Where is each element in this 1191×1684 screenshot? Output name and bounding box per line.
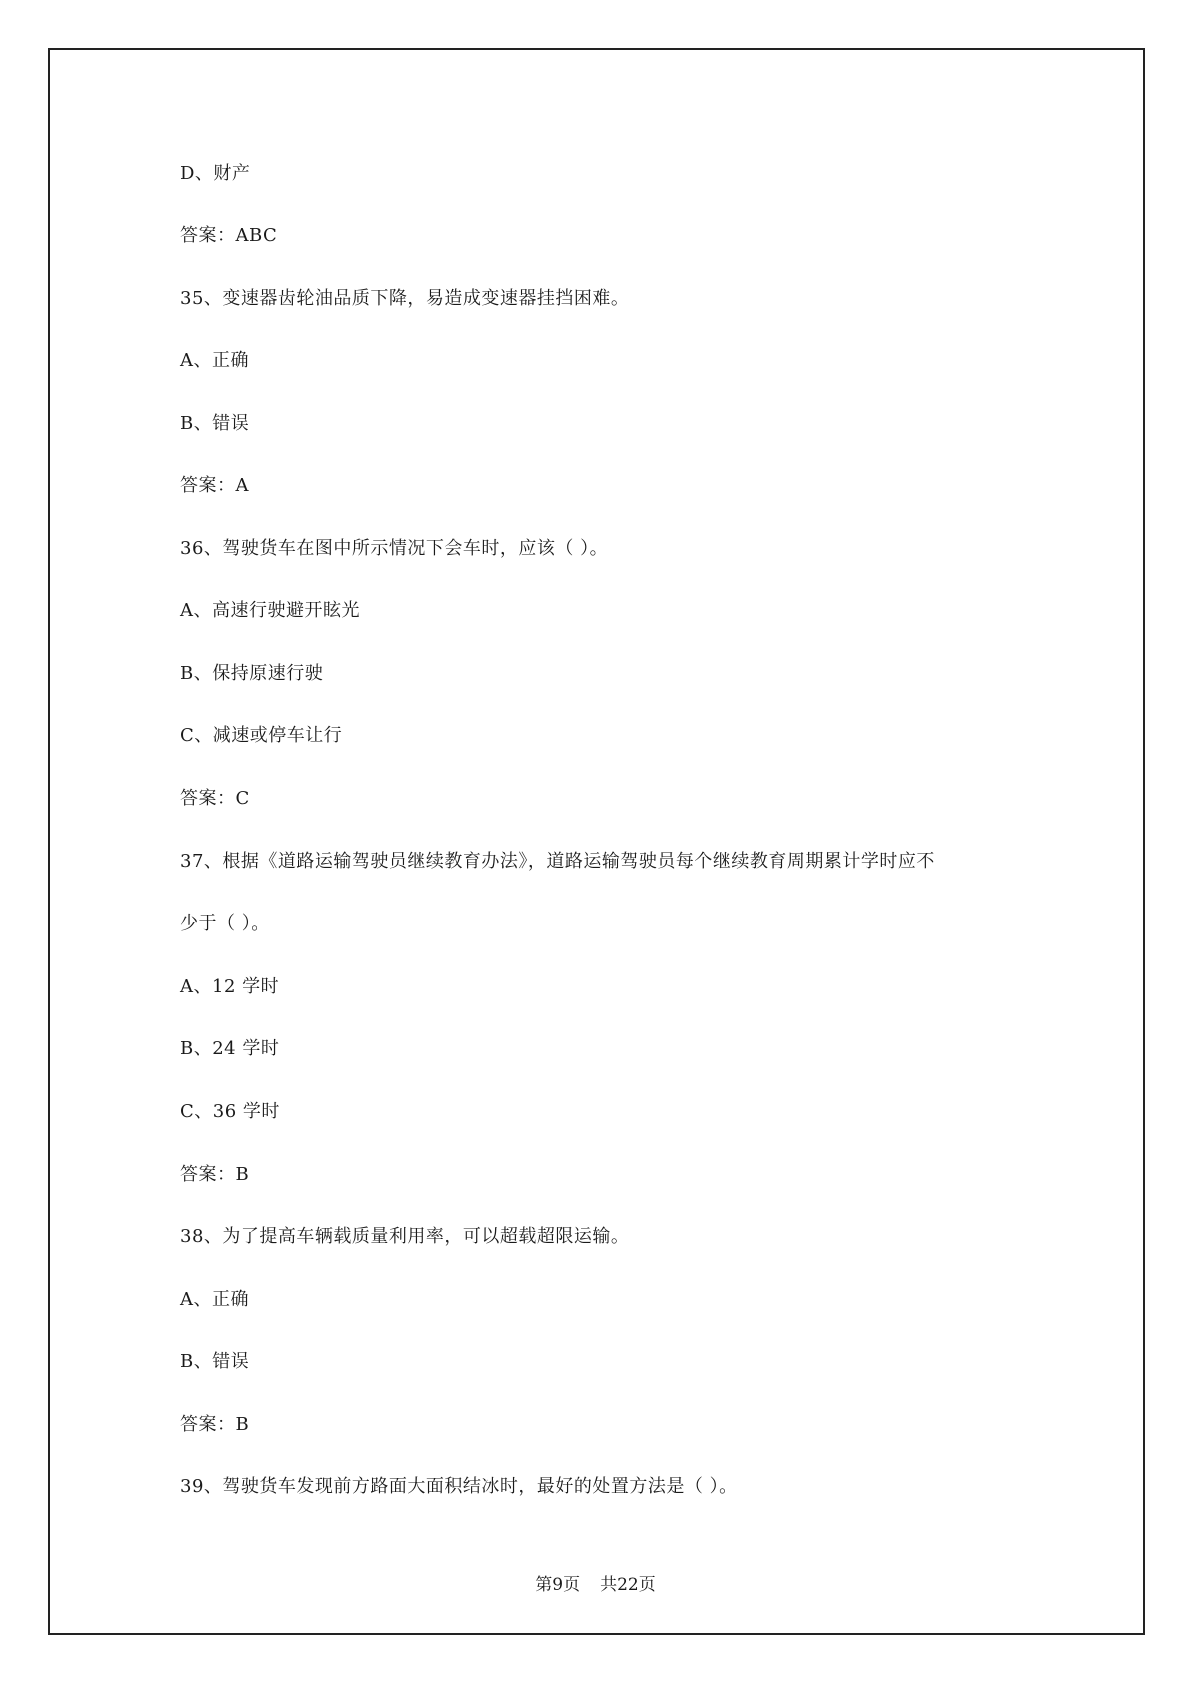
option-c-q36: C、减速或停车让行 [180, 725, 343, 746]
page-footer [0, 1574, 1191, 1596]
question-37-continued: 少于（ ）。 [180, 913, 270, 934]
answer-q34: 答案：ABC [180, 225, 278, 246]
option-a-q37: A、12 学时 [180, 976, 280, 997]
question-36: 36、驾驶货车在图中所示情况下会车时，应该（ ）。 [180, 538, 609, 559]
option-a-q36: A、高速行驶避开眩光 [180, 600, 360, 621]
option-a-q35: A、正确 [180, 350, 249, 371]
option-b-q38: B、错误 [180, 1351, 250, 1372]
question-35: 35、变速器齿轮油品质下降，易造成变速器挂挡困难。 [180, 288, 630, 309]
answer-q35: 答案：A [180, 475, 249, 496]
option-c-q37: C、36 学时 [180, 1101, 280, 1122]
option-a-q38: A、正确 [180, 1289, 249, 1310]
option-b-q37: B、24 学时 [180, 1038, 280, 1059]
total-pages: 共22页 [600, 1575, 656, 1595]
page-number: 第9页 [535, 1575, 581, 1595]
option-b-q35: B、错误 [180, 413, 250, 434]
answer-q37: 答案：B [180, 1164, 250, 1185]
question-37: 37、根据《道路运输驾驶员继续教育办法》，道路运输驾驶员每个继续教育周期累计学时应不 [180, 851, 935, 872]
answer-q38: 答案：B [180, 1414, 250, 1435]
question-39: 39、驾驶货车发现前方路面大面积结冰时，最好的处置方法是（ ）。 [180, 1476, 738, 1497]
question-38: 38、为了提高车辆载质量利用率，可以超载超限运输。 [180, 1226, 630, 1247]
answer-q36: 答案：C [180, 788, 250, 809]
option-b-q36: B、保持原速行驶 [180, 663, 324, 684]
option-d-q34: D、财产 [180, 163, 251, 184]
